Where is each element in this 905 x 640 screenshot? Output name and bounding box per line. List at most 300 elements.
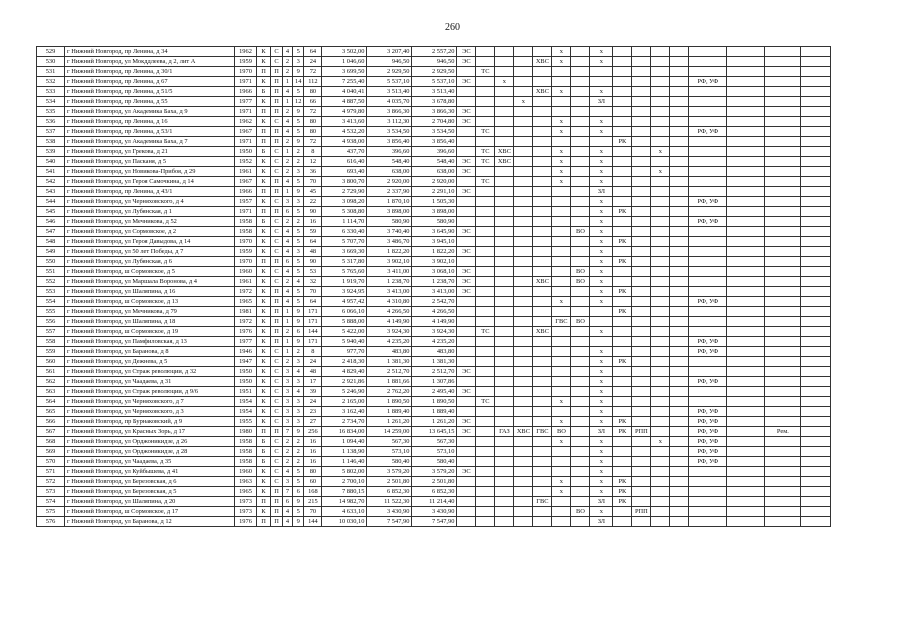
table-cell-x7 <box>571 217 590 227</box>
table-cell-x14 <box>727 47 765 57</box>
table-row <box>37 237 831 247</box>
table-cell-x16 <box>801 507 831 517</box>
table-cell-x13 <box>689 67 727 77</box>
table-cell-type: С <box>271 167 283 177</box>
table-row <box>37 57 831 67</box>
table-cell-area2: 548,40 <box>367 157 412 167</box>
table-cell-apts: 144 <box>304 517 322 527</box>
table-cell-x12 <box>670 407 689 417</box>
table-cell-x16 <box>801 407 831 417</box>
table-cell-entr: 9 <box>293 427 304 437</box>
table-row <box>37 137 831 147</box>
table-cell-floors: 2 <box>283 327 293 337</box>
table-cell-x1 <box>457 487 476 497</box>
table-cell-x10: РПП <box>632 507 651 517</box>
table-cell-x8: х <box>590 347 613 357</box>
table-cell-num: 542 <box>37 177 65 187</box>
table-cell-area1: 4 938,00 <box>322 137 367 147</box>
table-cell-x14 <box>727 467 765 477</box>
table-cell-x6 <box>552 207 571 217</box>
table-cell-addr: г Нижний Новгород, ул Черняховского, д 3 <box>65 407 235 417</box>
table-cell-x7 <box>571 137 590 147</box>
table-cell-apts: 17 <box>304 377 322 387</box>
table-cell-mat: П <box>257 207 271 217</box>
table-cell-x3 <box>495 287 514 297</box>
table-cell-area1: 616,40 <box>322 157 367 167</box>
table-row <box>37 407 831 417</box>
table-cell-x11 <box>651 227 670 237</box>
table-row <box>37 177 831 187</box>
table-cell-x2 <box>476 277 495 287</box>
table-cell-x14 <box>727 387 765 397</box>
table-cell-x2 <box>476 97 495 107</box>
table-cell-apts: 39 <box>304 387 322 397</box>
table-cell-x16 <box>801 87 831 97</box>
table-cell-x1 <box>457 357 476 367</box>
table-cell-x6 <box>552 267 571 277</box>
table-cell-year: 1965 <box>235 297 257 307</box>
table-cell-x12 <box>670 487 689 497</box>
table-cell-x9 <box>613 197 632 207</box>
table-cell-x13: РФ, УФ <box>689 447 727 457</box>
table-cell-mat: П <box>257 497 271 507</box>
table-cell-area1: 5 888,00 <box>322 317 367 327</box>
table-cell-x10 <box>632 77 651 87</box>
table-cell-mat: К <box>257 377 271 387</box>
table-cell-floors: 2 <box>283 457 293 467</box>
table-cell-x5 <box>533 397 552 407</box>
table-cell-x10 <box>632 197 651 207</box>
table-cell-x1: ЭС <box>457 287 476 297</box>
table-cell-x14 <box>727 257 765 267</box>
table-row <box>37 277 831 287</box>
table-cell-area2: 3 902,10 <box>367 257 412 267</box>
table-cell-x16 <box>801 137 831 147</box>
table-cell-x4 <box>514 377 533 387</box>
table-cell-x1 <box>457 337 476 347</box>
table-cell-x7: ВО <box>571 277 590 287</box>
table-cell-x13 <box>689 87 727 97</box>
table-cell-type: С <box>271 357 283 367</box>
table-cell-x1: ЭС <box>457 247 476 257</box>
table-cell-apts: 48 <box>304 367 322 377</box>
table-cell-x5 <box>533 227 552 237</box>
table-cell-x3 <box>495 497 514 507</box>
table-cell-apts: 80 <box>304 467 322 477</box>
table-cell-x1 <box>457 257 476 267</box>
table-cell-x12 <box>670 237 689 247</box>
table-cell-x10 <box>632 227 651 237</box>
table-cell-x5 <box>533 387 552 397</box>
table-cell-x16 <box>801 467 831 477</box>
table-cell-x8: х <box>590 467 613 477</box>
table-cell-entr: 5 <box>293 87 304 97</box>
table-row <box>37 327 831 337</box>
table-cell-x14 <box>727 267 765 277</box>
table-cell-x11 <box>651 137 670 147</box>
table-cell-apts: 72 <box>304 137 322 147</box>
table-cell-x4 <box>514 317 533 327</box>
table-cell-area2: 2 337,90 <box>367 187 412 197</box>
table-cell-x8: х <box>590 197 613 207</box>
table-cell-x11 <box>651 187 670 197</box>
table-cell-x14 <box>727 237 765 247</box>
table-cell-x15 <box>765 67 801 77</box>
table-cell-x11 <box>651 87 670 97</box>
table-cell-num: 557 <box>37 327 65 337</box>
table-cell-mat: Б <box>257 447 271 457</box>
table-cell-x13 <box>689 497 727 507</box>
table-cell-x10 <box>632 67 651 77</box>
table-cell-x2 <box>476 257 495 267</box>
table-row <box>37 307 831 317</box>
table-cell-entr: 9 <box>293 107 304 117</box>
table-cell-area2: 3 207,40 <box>367 47 412 57</box>
table-cell-x13 <box>689 147 727 157</box>
table-cell-floors: 1 <box>283 77 293 87</box>
table-cell-num: 541 <box>37 167 65 177</box>
table-cell-entr: 9 <box>293 517 304 527</box>
table-cell-area1: 5 246,90 <box>322 387 367 397</box>
table-cell-x3 <box>495 487 514 497</box>
table-cell-x5 <box>533 357 552 367</box>
table-cell-area2: 14 259,00 <box>367 427 412 437</box>
table-cell-x2: ТС <box>476 157 495 167</box>
table-cell-x3 <box>495 47 514 57</box>
table-row <box>37 447 831 457</box>
table-cell-x6 <box>552 497 571 507</box>
table-cell-type: С <box>271 467 283 477</box>
table-cell-apts: 112 <box>304 77 322 87</box>
table-cell-x14 <box>727 67 765 77</box>
table-row <box>37 317 831 327</box>
table-cell-num: 575 <box>37 507 65 517</box>
table-cell-apts: 215 <box>304 497 322 507</box>
table-cell-x13 <box>689 207 727 217</box>
table-cell-x8: х <box>590 217 613 227</box>
table-cell-area1: 437,70 <box>322 147 367 157</box>
table-cell-area2: 396,60 <box>367 147 412 157</box>
table-cell-type: П <box>271 207 283 217</box>
table-cell-area1: 4 829,40 <box>322 367 367 377</box>
table-cell-x3 <box>495 57 514 67</box>
table-cell-num: 566 <box>37 417 65 427</box>
table-cell-x5 <box>533 167 552 177</box>
table-cell-x2 <box>476 207 495 217</box>
table-cell-x5 <box>533 197 552 207</box>
table-cell-num: 558 <box>37 337 65 347</box>
table-cell-x14 <box>727 117 765 127</box>
table-cell-x7 <box>571 147 590 157</box>
table-cell-area1: 5 308,80 <box>322 207 367 217</box>
table-cell-apts: 59 <box>304 227 322 237</box>
table-cell-area2: 7 547,90 <box>367 517 412 527</box>
table-cell-apts: 60 <box>304 477 322 487</box>
table-cell-year: 1960 <box>235 467 257 477</box>
table-cell-floors: 2 <box>283 357 293 367</box>
table-cell-x13: РФ, УФ <box>689 337 727 347</box>
table-cell-x10 <box>632 487 651 497</box>
table-cell-x14 <box>727 517 765 527</box>
table-cell-x11 <box>651 107 670 117</box>
table-cell-floors: 3 <box>283 387 293 397</box>
table-cell-year: 1957 <box>235 197 257 207</box>
table-cell-type: П <box>271 187 283 197</box>
table-cell-addr: г Нижний Новгород, ул Мокддлеева, д 2, лит А <box>65 57 235 67</box>
table-row <box>37 77 831 87</box>
table-cell-mat: К <box>257 337 271 347</box>
table-cell-apts: 45 <box>304 187 322 197</box>
table-cell-mat: П <box>257 67 271 77</box>
table-cell-mat: П <box>257 517 271 527</box>
table-cell-x2 <box>476 337 495 347</box>
table-cell-x9 <box>613 57 632 67</box>
table-cell-mat: К <box>257 57 271 67</box>
table-cell-num: 573 <box>37 487 65 497</box>
table-cell-x16 <box>801 47 831 57</box>
table-cell-x14 <box>727 177 765 187</box>
table-cell-area2: 3 924,30 <box>367 327 412 337</box>
table-cell-floors: 2 <box>283 167 293 177</box>
table-cell-area1: 5 317,80 <box>322 257 367 267</box>
table-cell-x5 <box>533 297 552 307</box>
table-cell-area2: 6 852,30 <box>367 487 412 497</box>
table-cell-x11: х <box>651 147 670 157</box>
table-cell-x10 <box>632 117 651 127</box>
table-cell-area3: 7 547,90 <box>412 517 457 527</box>
table-cell-x4 <box>514 187 533 197</box>
table-cell-x12 <box>670 457 689 467</box>
table-cell-x15 <box>765 257 801 267</box>
table-cell-x8: х <box>590 47 613 57</box>
table-cell-x11 <box>651 117 670 127</box>
table-cell-x16 <box>801 387 831 397</box>
table-cell-num: 548 <box>37 237 65 247</box>
table-cell-x1: ЭС <box>457 187 476 197</box>
table-cell-area1: 5 422,00 <box>322 327 367 337</box>
table-cell-x6 <box>552 307 571 317</box>
table-cell-x14 <box>727 367 765 377</box>
table-cell-num: 556 <box>37 317 65 327</box>
table-cell-mat: К <box>257 237 271 247</box>
table-cell-type: С <box>271 277 283 287</box>
table-cell-x11 <box>651 57 670 67</box>
table-cell-x5 <box>533 267 552 277</box>
table-cell-num: 550 <box>37 257 65 267</box>
table-cell-x16 <box>801 257 831 267</box>
table-cell-x15 <box>765 417 801 427</box>
table-cell-x9 <box>613 327 632 337</box>
table-cell-x4 <box>514 497 533 507</box>
table-cell-area3: 396,60 <box>412 147 457 157</box>
table-cell-x12 <box>670 227 689 237</box>
table-cell-apts: 168 <box>304 487 322 497</box>
table-cell-x16 <box>801 367 831 377</box>
table-cell-x7 <box>571 397 590 407</box>
table-cell-x2 <box>476 487 495 497</box>
table-cell-num: 533 <box>37 87 65 97</box>
table-cell-x13 <box>689 227 727 237</box>
table-cell-x11 <box>651 357 670 367</box>
table-cell-num: 530 <box>37 57 65 67</box>
table-cell-area1: 10 030,10 <box>322 517 367 527</box>
table-cell-year: 1950 <box>235 147 257 157</box>
table-cell-x12 <box>670 207 689 217</box>
table-cell-x13 <box>689 157 727 167</box>
table-cell-x6 <box>552 107 571 117</box>
table-cell-x7 <box>571 387 590 397</box>
table-cell-addr: г Нижний Новгород, ул Мечникова, д 52 <box>65 217 235 227</box>
table-cell-x7 <box>571 187 590 197</box>
table-cell-addr: г Нижний Новгород, ул 50 лет Победы, д 7 <box>65 247 235 257</box>
table-cell-x12 <box>670 397 689 407</box>
table-cell-area3: 3 866,30 <box>412 107 457 117</box>
table-cell-x16 <box>801 247 831 257</box>
table-cell-apts: 171 <box>304 317 322 327</box>
table-cell-x15 <box>765 127 801 137</box>
table-cell-year: 1958 <box>235 217 257 227</box>
table-cell-apts: 16 <box>304 457 322 467</box>
table-cell-area2: 638,00 <box>367 167 412 177</box>
table-cell-floors: 3 <box>283 197 293 207</box>
table-cell-x6 <box>552 517 571 527</box>
table-cell-area2: 580,90 <box>367 217 412 227</box>
table-cell-x14 <box>727 167 765 177</box>
table-cell-x10 <box>632 247 651 257</box>
table-row <box>37 337 831 347</box>
table-cell-x11 <box>651 507 670 517</box>
table-cell-x16 <box>801 57 831 67</box>
table-cell-area3: 580,40 <box>412 457 457 467</box>
table-cell-num: 553 <box>37 287 65 297</box>
table-cell-x1 <box>457 437 476 447</box>
table-cell-x6 <box>552 367 571 377</box>
table-cell-x13 <box>689 357 727 367</box>
table-cell-x9 <box>613 47 632 57</box>
table-cell-x2 <box>476 447 495 457</box>
table-cell-x8 <box>590 337 613 347</box>
table-cell-entr: 5 <box>293 257 304 267</box>
table-cell-x12 <box>670 167 689 177</box>
table-cell-x7 <box>571 107 590 117</box>
table-cell-floors: 4 <box>283 247 293 257</box>
table-row <box>37 357 831 367</box>
table-cell-area3: 1 505,30 <box>412 197 457 207</box>
table-cell-area3: 6 852,30 <box>412 487 457 497</box>
table-cell-area3: 3 430,90 <box>412 507 457 517</box>
table-cell-x10 <box>632 217 651 227</box>
table-cell-apts: 70 <box>304 177 322 187</box>
table-cell-x14 <box>727 417 765 427</box>
table-cell-area3: 4 235,20 <box>412 337 457 347</box>
table-cell-x10 <box>632 407 651 417</box>
table-cell-x8: х <box>590 87 613 97</box>
table-cell-area1: 3 800,70 <box>322 177 367 187</box>
table-cell-area1: 14 982,70 <box>322 497 367 507</box>
table-cell-x4 <box>514 307 533 317</box>
table-cell-x6 <box>552 277 571 287</box>
table-cell-x8: х <box>590 237 613 247</box>
table-cell-x12 <box>670 187 689 197</box>
table-cell-x6 <box>552 237 571 247</box>
table-cell-x1 <box>457 477 476 487</box>
table-cell-floors: 1 <box>283 347 293 357</box>
table-cell-x14 <box>727 127 765 137</box>
table-row <box>37 107 831 117</box>
table-cell-x9 <box>613 247 632 257</box>
table-cell-x15 <box>765 207 801 217</box>
table-cell-year: 1947 <box>235 357 257 367</box>
table-cell-x9 <box>613 157 632 167</box>
table-cell-x15 <box>765 77 801 87</box>
table-cell-x11 <box>651 267 670 277</box>
table-cell-x12 <box>670 437 689 447</box>
table-cell-x4 <box>514 367 533 377</box>
table-cell-x6 <box>552 467 571 477</box>
table-cell-area3: 3 678,80 <box>412 97 457 107</box>
table-cell-x3 <box>495 277 514 287</box>
table-cell-mat: К <box>257 317 271 327</box>
table-cell-x3 <box>495 407 514 417</box>
table-cell-x2 <box>476 507 495 517</box>
table-cell-x13: РФ, УФ <box>689 217 727 227</box>
table-cell-mat: К <box>257 77 271 87</box>
table-cell-area2: 2 929,50 <box>367 67 412 77</box>
table-cell-area3: 2 291,10 <box>412 187 457 197</box>
table-cell-area2: 4 310,80 <box>367 297 412 307</box>
table-cell-mat: П <box>257 127 271 137</box>
table-cell-x12 <box>670 357 689 367</box>
table-cell-x3 <box>495 187 514 197</box>
table-cell-mat: К <box>257 417 271 427</box>
table-cell-x9 <box>613 187 632 197</box>
table-cell-x12 <box>670 267 689 277</box>
table-cell-num: 576 <box>37 517 65 527</box>
table-cell-area2: 4 035,70 <box>367 97 412 107</box>
table-cell-addr: г Нижний Новгород, ул Шаляпина, д 20 <box>65 497 235 507</box>
table-cell-num: 567 <box>37 427 65 437</box>
table-cell-x14 <box>727 407 765 417</box>
table-cell-x7 <box>571 307 590 317</box>
table-cell-area3: 3 645,90 <box>412 227 457 237</box>
table-cell-x11 <box>651 317 670 327</box>
table-cell-x5 <box>533 447 552 457</box>
table-cell-floors: 4 <box>283 47 293 57</box>
table-cell-addr: г Нижний Новгород, ш Сормовское, д 17 <box>65 507 235 517</box>
table-cell-x11 <box>651 47 670 57</box>
table-cell-x3 <box>495 357 514 367</box>
table-cell-x12 <box>670 337 689 347</box>
table-cell-x8: х <box>590 147 613 157</box>
table-cell-x16 <box>801 227 831 237</box>
table-cell-x7 <box>571 437 590 447</box>
table-cell-x6 <box>552 187 571 197</box>
table-cell-x8 <box>590 67 613 77</box>
table-cell-addr: г Нижний Новгород, ул Черняховского, д 7 <box>65 397 235 407</box>
table-cell-x3 <box>495 417 514 427</box>
table-cell-x11 <box>651 477 670 487</box>
table-cell-x7 <box>571 497 590 507</box>
table-row <box>37 417 831 427</box>
table-cell-x6 <box>552 447 571 457</box>
table-cell-x15 <box>765 57 801 67</box>
table-cell-area3: 483,80 <box>412 347 457 357</box>
table-cell-entr: 3 <box>293 167 304 177</box>
table-cell-area2: 3 112,30 <box>367 117 412 127</box>
table-cell-x11 <box>651 517 670 527</box>
table-cell-entr: 5 <box>293 227 304 237</box>
table-cell-x4 <box>514 517 533 527</box>
